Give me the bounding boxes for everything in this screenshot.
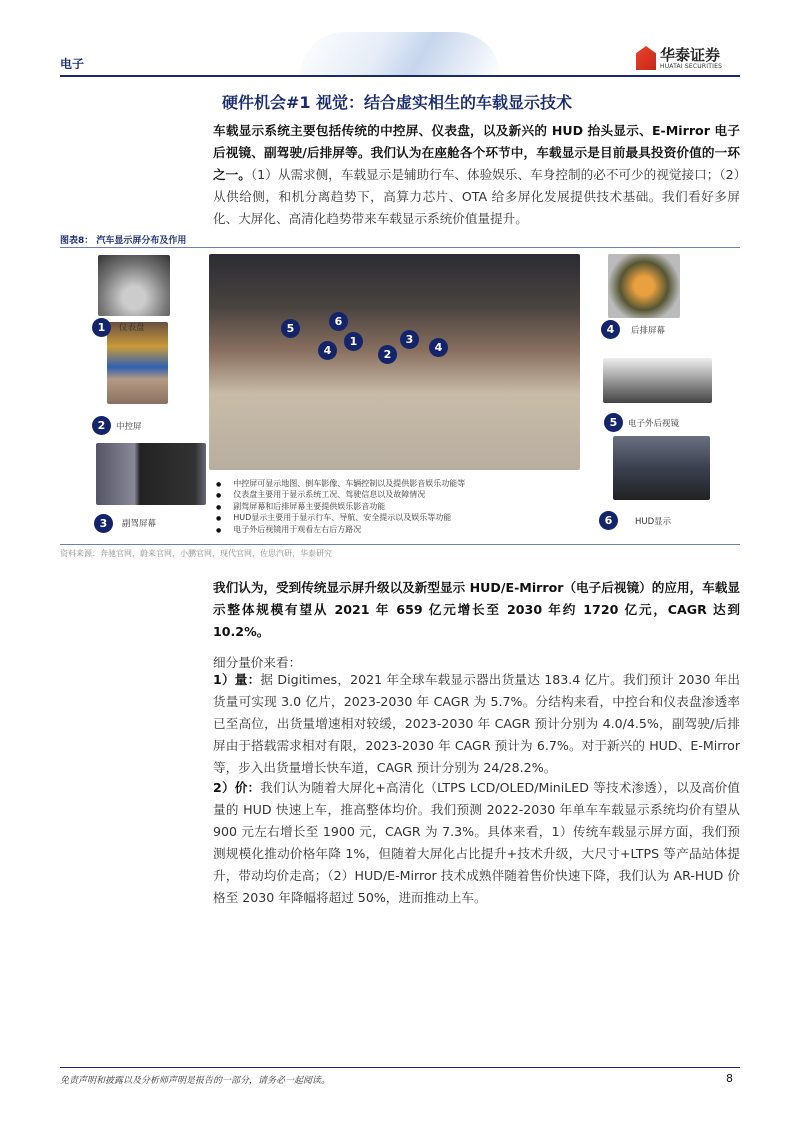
callout-label: 仪表盘 xyxy=(119,323,145,333)
summary-paragraph: 我们认为，受到传统显示屏升级以及新型显示 HUD/E-Mirror（电子后视镜）的应用，车载显示整体规模有望从 2021 年 659 亿元增长至 2030 年约 1720 亿元，CAGR 达到 10.2%。 xyxy=(213,580,740,639)
section-label: 电子 xyxy=(60,57,85,71)
intro-paragraph xyxy=(213,120,740,230)
intro-bold: 车载显示系统主要包括传统的中控屏、仪表盘，以及新兴的 HUD 抬头显示、E-Mirror 电子后视镜、副驾驶/后排屏等。我们认为在座舱各个环节中，车载显示是目前最具投资价值的一环之一。 xyxy=(213,123,740,182)
cabin-photo xyxy=(209,254,580,470)
callout-badge: 3 xyxy=(94,514,113,533)
logo-cn: 华泰证券 xyxy=(660,45,721,64)
photo-badge: 4 xyxy=(429,338,448,357)
bullet-item: ● HUD显示主要用于显示行车、导航、安全提示以及娱乐等功能 xyxy=(216,513,465,524)
photo-badge: 5 xyxy=(281,319,300,338)
logo-mark-icon xyxy=(636,46,656,70)
callout-label: HUD显示 xyxy=(635,517,672,527)
price-text: 我们认为随着大屏化+高清化（LTPS LCD/OLED/MiniLED 等技术渗透），以及高价值量的 HUD 快速上车，推高整体均价。我们预测 2022-2030 年单车车载显示系统均价有望从 900 元左右增长至 1900 元，CAGR 为 7.3%。具体来看，1）传统车载显示屏方面，我们预测规模化推动价格年降 1%，但随着大屏化占比提升+技术升级，大尺寸+LTPS 等产品站体提升，带动均价走高；（2）HUD/E-Mirror 技术成熟伴随着售价快速下降，我们认为 AR-HUD 价格至 2030 年降幅将超过 50%，进而推动上车。 xyxy=(213,780,740,905)
callout-label: 副驾屏幕 xyxy=(122,519,157,529)
figure-top-divider xyxy=(60,247,740,248)
photo-badge: 4 xyxy=(318,341,337,360)
figure-label: 图表8： 汽车显示屏分布及作用 xyxy=(60,236,187,246)
header-divider xyxy=(60,75,740,77)
header-decoration xyxy=(300,32,500,76)
figure-bullets xyxy=(216,479,465,536)
callout-label: 中控屏 xyxy=(116,422,142,432)
photo-badge: 1 xyxy=(344,332,363,351)
bullet-item: ● 副驾屏幕和后排屏幕主要提供娱乐影音功能 xyxy=(216,502,465,513)
callout-label: 电子外后视镜 xyxy=(628,419,680,429)
bullet-item: ● 电子外后视镜用于观看左右后方路况 xyxy=(216,525,465,536)
hud-photo xyxy=(613,436,710,500)
bullet-item: ● 仪表盘主要用于显示系统工况、驾驶信息以及故障情况 xyxy=(216,490,465,501)
callout-label: 后排屏幕 xyxy=(631,326,666,336)
page-title: 硬件机会#1 视觉：结合虚实相生的车载显示技术 xyxy=(221,93,573,112)
price-head: 2）价： xyxy=(213,780,261,795)
photo-badge: 3 xyxy=(400,330,419,349)
bullet-item: ● 中控屏可显示地图、倒车影像、车辆控制以及提供影音娱乐功能等 xyxy=(216,479,465,490)
callout-badge: 6 xyxy=(599,511,618,530)
volume-head: 1）量： xyxy=(213,672,261,687)
page-number: 8 xyxy=(726,1072,733,1085)
passenger-screen-photo xyxy=(96,443,206,505)
callout-badge: 4 xyxy=(601,320,620,339)
logo-en: HUATAI SECURITIES xyxy=(660,62,723,70)
center-screen-photo xyxy=(107,322,168,404)
mirror-photo xyxy=(603,358,712,403)
dashboard-photo xyxy=(98,255,170,316)
company-logo xyxy=(636,46,722,70)
rear-screen-photo xyxy=(608,254,680,318)
price-paragraph xyxy=(213,777,740,909)
sub-intro: 细分量价来看： xyxy=(213,655,302,670)
footer-divider xyxy=(60,1067,740,1068)
volume-text: 据 Digitimes，2021 年全球车载显示器出货量达 183.4 亿片。我们预计 2030 年出货量可实现 3.0 亿片，2023-2030 年 CAGR 为 5.7%。分结构来看，中控台和仪表盘渗透率已至高位，出货量增速相对较缓，2023-2030 年 CAGR 预计分别为 4.0/4.5%，副驾驶/后排屏由于搭载需求相对有限，2023-2030 年 CAGR 预计为 6.7%。对于新兴的 HUD、E-Mirror 等，步入出货量增长快车道，CAGR 预计分别为 24/28.2%。 xyxy=(213,672,740,775)
volume-paragraph xyxy=(213,669,740,779)
footer-disclaimer: 免责声明和披露以及分析师声明是报告的一部分，请务必一起阅读。 xyxy=(60,1076,331,1086)
photo-badge: 6 xyxy=(329,312,348,331)
photo-badge: 2 xyxy=(378,345,397,364)
callout-badge: 2 xyxy=(92,416,111,435)
intro-text: （1）从需求侧，车载显示是辅助行车、体验娱乐、车身控制的必不可少的视觉接口；（2）从供给侧，和机分离趋势下，高算力芯片、OTA 给多屏化发展提供技术基础。我们看好多屏化、大屏化、高清化趋势带来车载显示系统价值量提升。 xyxy=(213,167,740,226)
callout-badge: 1 xyxy=(92,318,111,337)
callout-badge: 5 xyxy=(604,413,623,432)
figure-source: 资料来源：奔驰官网，蔚来官网，小鹏官网，现代官网，佐思汽研，华泰研究 xyxy=(60,549,332,558)
figure-bottom-divider xyxy=(60,544,740,545)
